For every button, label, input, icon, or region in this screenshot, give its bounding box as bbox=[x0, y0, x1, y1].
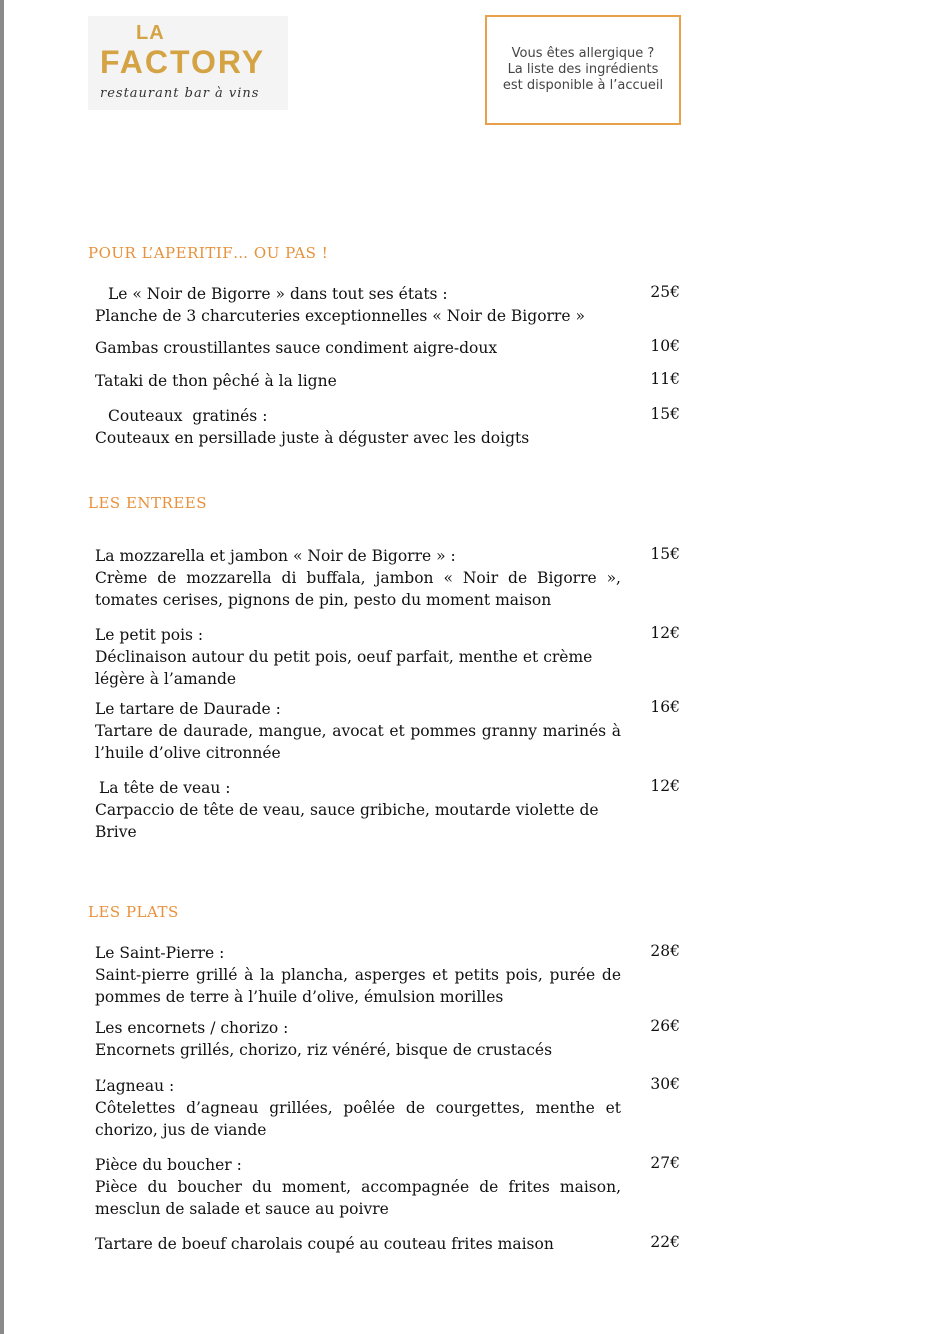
menu-item bbox=[95, 1075, 621, 1141]
restaurant-logo bbox=[88, 16, 288, 110]
menu-item bbox=[95, 777, 621, 843]
item-description: Encornets grillés, chorizo, riz vénéré, bisque de crustacés bbox=[95, 1041, 553, 1059]
item-description: Crème de mozzarella di buffala, jambon « Noir de Bigorre », tomates cerises, pignons de pin, pesto du moment maison bbox=[95, 569, 621, 609]
menu-item bbox=[95, 1154, 621, 1220]
item-price: 27€ bbox=[650, 1154, 680, 1172]
menu-item bbox=[95, 545, 621, 611]
menu-item bbox=[95, 405, 621, 449]
item-price: 10€ bbox=[650, 337, 680, 355]
item-price: 25€ bbox=[650, 283, 680, 301]
item-name: Gambas croustillantes sauce condiment aigre-doux bbox=[95, 339, 498, 357]
menu-item bbox=[95, 337, 621, 359]
item-name: La tête de veau : bbox=[99, 779, 231, 797]
item-name: Le « Noir de Bigorre » dans tout ses états : bbox=[108, 285, 448, 303]
item-description: Couteaux en persillade juste à déguster avec les doigts bbox=[95, 429, 530, 447]
item-description: Pièce du boucher du moment, accompagnée de frites maison, mesclun de salade et sauce au poivre bbox=[95, 1178, 621, 1218]
menu-item bbox=[95, 698, 621, 764]
allergy-notice-box bbox=[485, 15, 681, 125]
item-price: 12€ bbox=[650, 777, 680, 795]
item-name: L’agneau : bbox=[95, 1077, 175, 1095]
logo-line2: FACTORY bbox=[100, 44, 266, 80]
item-description: Tartare de daurade, mangue, avocat et pommes granny marinés à l’huile d’olive citronnée bbox=[95, 722, 621, 762]
item-price: 11€ bbox=[650, 370, 680, 388]
section-title-aperitif: POUR L’APERITIF… OU PAS ! bbox=[88, 244, 329, 262]
section-title-entrees: LES ENTREES bbox=[88, 494, 208, 512]
item-price: 22€ bbox=[650, 1233, 680, 1251]
item-price: 15€ bbox=[650, 405, 680, 423]
logo-line1: LA bbox=[136, 22, 165, 44]
allergy-line-3: est disponible à l’accueil bbox=[502, 78, 664, 93]
item-price: 28€ bbox=[650, 942, 680, 960]
allergy-line-2: La liste des ingrédients bbox=[507, 62, 659, 77]
item-name: Les encornets / chorizo : bbox=[95, 1019, 289, 1037]
logo-tagline: restaurant bar à vins bbox=[100, 86, 260, 101]
item-description: Côtelettes d’agneau grillées, poêlée de courgettes, menthe et chorizo, jus de viande bbox=[95, 1099, 621, 1139]
item-name: La mozzarella et jambon « Noir de Bigorre » : bbox=[95, 547, 456, 565]
item-price: 26€ bbox=[650, 1017, 680, 1035]
menu-item bbox=[95, 1233, 621, 1255]
item-name: Couteaux gratinés : bbox=[108, 407, 268, 425]
menu-item bbox=[95, 283, 621, 327]
item-description: Déclinaison autour du petit pois, oeuf parfait, menthe et crème légère à l’amande bbox=[95, 648, 593, 688]
menu-item bbox=[95, 942, 621, 1008]
item-name: Le petit pois : bbox=[95, 626, 204, 644]
item-name: Tartare de boeuf charolais coupé au couteau frites maison bbox=[95, 1235, 554, 1253]
item-name: Le Saint-Pierre : bbox=[95, 944, 225, 962]
item-price: 16€ bbox=[650, 698, 680, 716]
menu-item bbox=[95, 624, 621, 690]
item-description: Planche de 3 charcuteries exceptionnelles « Noir de Bigorre » bbox=[95, 307, 585, 325]
item-description: Saint-pierre grillé à la plancha, asperges et petits pois, purée de pommes de terre à l’huile d’olive, émulsion morilles bbox=[95, 966, 621, 1006]
allergy-line-1: Vous êtes allergique ? bbox=[511, 46, 655, 61]
menu-item bbox=[95, 1017, 621, 1061]
item-price: 12€ bbox=[650, 624, 680, 642]
item-price: 30€ bbox=[650, 1075, 680, 1093]
item-name: Le tartare de Daurade : bbox=[95, 700, 281, 718]
item-name: Tataki de thon pêché à la ligne bbox=[95, 372, 337, 390]
item-description: Carpaccio de tête de veau, sauce gribiche, moutarde violette de Brive bbox=[95, 801, 599, 841]
menu-item bbox=[95, 370, 621, 392]
item-name: Pièce du boucher : bbox=[95, 1156, 242, 1174]
page-edge bbox=[0, 0, 4, 1334]
item-price: 15€ bbox=[650, 545, 680, 563]
section-title-plats: LES PLATS bbox=[88, 903, 179, 921]
